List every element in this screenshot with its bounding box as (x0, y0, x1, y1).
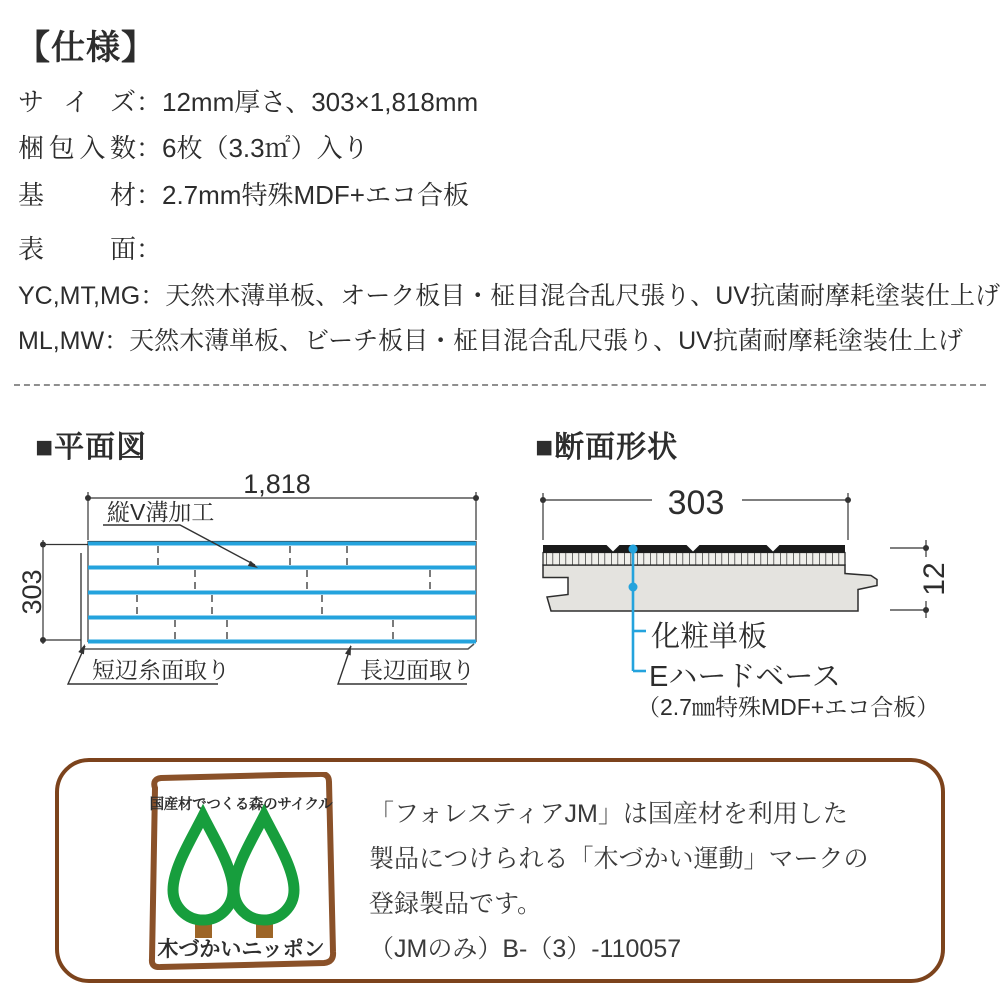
dimension-dot (40, 542, 46, 548)
callout-dot-base (629, 583, 638, 592)
spec-row-surface (18, 229, 162, 266)
spec-value: 12mm厚さ、303×1,818mm (162, 87, 479, 117)
plan-view-title: ■平面図 (35, 431, 148, 464)
plan-width-dim: 303 (17, 569, 47, 615)
dashed-divider (14, 384, 986, 386)
spec-colon: ： (136, 133, 163, 163)
spec-row-packing (18, 128, 369, 165)
board-body-profile (543, 565, 877, 611)
spec-label: 基材 (18, 180, 136, 210)
dimension-dot (85, 495, 91, 501)
spec-colon: ： (140, 282, 166, 310)
long-edge-label: 長辺面取り (360, 657, 475, 683)
dimension-dot (473, 495, 479, 501)
arrowhead (345, 645, 351, 656)
spec-label: サイズ (18, 87, 136, 117)
callout-dot-veneer (629, 545, 638, 554)
spec-row-base (18, 175, 469, 212)
cross-section-diagram (510, 460, 990, 725)
certification-line: （JMのみ）B-（3）-110057 (369, 935, 682, 963)
certification-box (55, 758, 945, 983)
certification-text (369, 792, 869, 972)
certification-line: 「フォレスティアJM」は国産材を利用した (369, 800, 848, 828)
spec-row-size (18, 82, 478, 119)
dimension-dot (845, 497, 851, 503)
base-layer (543, 553, 845, 566)
dimension-dot (40, 637, 46, 643)
plan-view-diagram (10, 465, 502, 715)
spec-colon: ： (136, 87, 163, 117)
spec-label: 表面 (18, 234, 136, 264)
section-width-dim: 303 (667, 484, 725, 522)
spec-label: 梱包入数 (18, 133, 136, 163)
section-thickness-dim: 12 (918, 562, 951, 596)
dimension-dot (923, 607, 929, 613)
spec-value: 2.7mm特殊MDF+エコ合板 (162, 180, 469, 210)
surface-codes: YC,MT,MG (18, 282, 141, 310)
surface-desc: 天然木薄単板、ビーチ板目・柾目混合乱尺張り、UV抗菌耐摩耗塗装仕上げ (129, 327, 963, 355)
surface-row-ml-mw (18, 321, 963, 357)
plan-length-dim: 1,818 (243, 469, 311, 499)
logo-top-text: 国産材でつくる森のサイクル (149, 797, 333, 813)
base-label: Eハードベース (649, 661, 841, 693)
certification-line: 登録製品です。 (369, 890, 543, 918)
cross-section-title: ■断面形状 (535, 431, 679, 464)
short-edge-label: 短辺糸面取り (92, 657, 230, 683)
spec-colon: ： (136, 180, 163, 210)
base-sublabel: （2.7㎜特殊MDF+エコ合板） (637, 694, 940, 720)
dimension-dot (923, 545, 929, 551)
spec-colon: ： (136, 234, 163, 264)
spec-colon: ： (104, 327, 130, 355)
groove-label: 縦V溝加工 (107, 499, 215, 525)
logo-bottom-text: 木づかいニッポン (157, 938, 325, 961)
kizukai-nippon-logo (143, 772, 339, 970)
surface-row-yc-mt-mg (18, 276, 1000, 312)
surface-desc: 天然木薄単板、オーク板目・柾目混合乱尺張り、UV抗菌耐摩耗塗装仕上げ (165, 282, 1000, 310)
dimension-dot (540, 497, 546, 503)
veneer-label: 化粧単板 (651, 621, 768, 653)
surface-codes: ML,MW (18, 327, 105, 355)
certification-line: 製品につけられる「木づかい運動」マークの (369, 845, 869, 873)
spec-value: 6枚（3.3㎡）入り (162, 133, 369, 163)
page-title: 【仕様】 (16, 29, 156, 67)
